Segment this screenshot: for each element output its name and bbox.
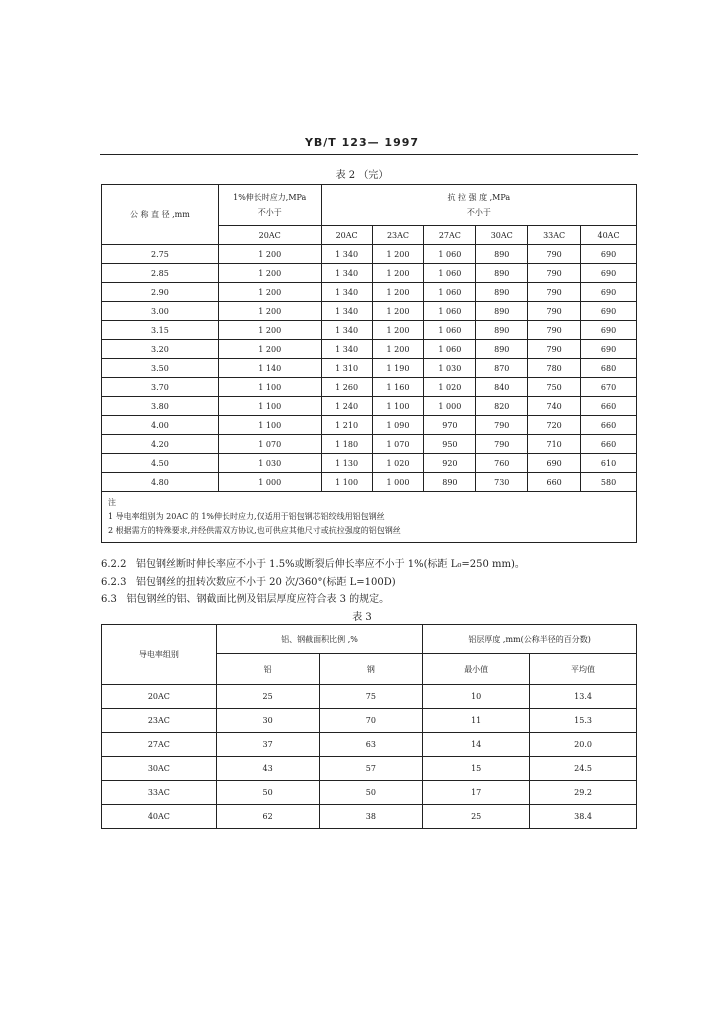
header-ratio: 铝、钢截面积比例 ,% <box>216 625 423 654</box>
table-cell: 610 <box>581 454 637 473</box>
paragraph-6-2-2 <box>101 555 525 570</box>
table-cell: 680 <box>581 359 637 378</box>
table-cell: 1 060 <box>424 245 476 264</box>
column-subheader: 平均值 <box>530 654 637 685</box>
table2 <box>101 184 637 543</box>
table-cell: 970 <box>424 416 476 435</box>
column-subheader: 30AC <box>476 226 528 245</box>
column-subheader: 27AC <box>424 226 476 245</box>
table-cell: 1 100 <box>321 473 372 492</box>
table-cell: 2.85 <box>102 264 219 283</box>
table-row <box>102 416 637 435</box>
table-cell: 4.50 <box>102 454 219 473</box>
table-cell: 1 160 <box>372 378 424 397</box>
table-cell: 690 <box>581 321 637 340</box>
table-cell: 23AC <box>102 709 217 733</box>
table-row <box>102 781 637 805</box>
table-cell: 1 200 <box>218 321 321 340</box>
table-cell: 790 <box>528 340 581 359</box>
table-cell: 790 <box>528 321 581 340</box>
table-cell: 1 060 <box>424 321 476 340</box>
table-cell: 760 <box>476 454 528 473</box>
table2-notes <box>102 492 637 543</box>
table-cell: 690 <box>581 245 637 264</box>
table-cell: 1 070 <box>218 435 321 454</box>
table-cell: 3.20 <box>102 340 219 359</box>
table-cell: 870 <box>476 359 528 378</box>
table-row <box>102 340 637 359</box>
table-cell: 1 000 <box>372 473 424 492</box>
table-cell: 690 <box>581 264 637 283</box>
table-cell: 70 <box>319 709 423 733</box>
table-cell: 75 <box>319 685 423 709</box>
note-item: 1 导电率组别为 20AC 的 1%伸长时应力,仅适用于铝包钢芯铝绞线用铝包钢丝 <box>108 512 385 521</box>
table-row <box>102 302 637 321</box>
header-stress-line2: 不小于 <box>257 208 282 217</box>
document-header: YB/T 123— 1997 <box>304 136 420 149</box>
table-cell: 1 020 <box>424 378 476 397</box>
table-cell: 40AC <box>102 805 217 829</box>
table-cell: 3.80 <box>102 397 219 416</box>
table-cell: 3.00 <box>102 302 219 321</box>
table-cell: 1 200 <box>372 321 424 340</box>
table-cell: 1 060 <box>424 283 476 302</box>
table-row <box>102 435 637 454</box>
table-cell: 1 130 <box>321 454 372 473</box>
table-cell: 38.4 <box>530 805 637 829</box>
table-cell: 38 <box>319 805 423 829</box>
table-row <box>102 378 637 397</box>
table-cell: 13.4 <box>530 685 637 709</box>
table-cell: 1 200 <box>372 245 424 264</box>
table-cell: 4.80 <box>102 473 219 492</box>
table-cell: 890 <box>476 264 528 283</box>
table-cell: 1 070 <box>372 435 424 454</box>
table-row <box>102 454 637 473</box>
table-cell: 1 240 <box>321 397 372 416</box>
column-subheader: 33AC <box>528 226 581 245</box>
table-cell: 1 030 <box>424 359 476 378</box>
table-cell: 1 100 <box>372 397 424 416</box>
table-cell: 720 <box>528 416 581 435</box>
table-cell: 660 <box>581 416 637 435</box>
table-cell: 1 200 <box>372 302 424 321</box>
table-cell: 30AC <box>102 757 217 781</box>
table-cell: 29.2 <box>530 781 637 805</box>
table-cell: 890 <box>476 302 528 321</box>
table-cell: 1 060 <box>424 264 476 283</box>
paragraph-number: 6.2.2 <box>101 559 127 570</box>
table-cell: 1 340 <box>321 283 372 302</box>
table-cell: 690 <box>581 302 637 321</box>
table-cell: 580 <box>581 473 637 492</box>
table-cell: 1 340 <box>321 340 372 359</box>
table-row <box>102 805 637 829</box>
table-cell: 890 <box>424 473 476 492</box>
table-row <box>102 685 637 709</box>
table-cell: 1 200 <box>218 245 321 264</box>
table-cell: 730 <box>476 473 528 492</box>
table-cell: 2.90 <box>102 283 219 302</box>
header-tensile <box>321 185 636 226</box>
table-cell: 20AC <box>102 685 217 709</box>
table-cell: 1 200 <box>372 340 424 359</box>
table-cell: 1 260 <box>321 378 372 397</box>
table-cell: 690 <box>581 340 637 359</box>
column-subheader: 钢 <box>319 654 423 685</box>
header-thickness: 铝层厚度 ,mm(公称半径的百分数) <box>423 625 637 654</box>
header-tensile-line1: 抗 拉 强 度 ,MPa <box>447 193 511 202</box>
table-cell: 1 090 <box>372 416 424 435</box>
table-cell: 840 <box>476 378 528 397</box>
table-cell: 1 200 <box>372 264 424 283</box>
column-subheader: 23AC <box>372 226 424 245</box>
table-row <box>102 709 637 733</box>
table-row <box>102 321 637 340</box>
table-cell: 660 <box>581 435 637 454</box>
table-cell: 1 000 <box>218 473 321 492</box>
header-diameter: 公 称 直 径 ,mm <box>102 185 219 245</box>
table-cell: 50 <box>216 781 319 805</box>
table-cell: 1 210 <box>321 416 372 435</box>
table2-title: 表 2 （完） <box>335 170 389 181</box>
table3 <box>101 624 637 829</box>
note-heading: 注 <box>108 498 116 507</box>
paragraph-text: 铝包钢丝的铝、钢截面比例及铝层厚度应符合表 3 的规定。 <box>126 594 390 605</box>
table-cell: 57 <box>319 757 423 781</box>
table-cell: 1 060 <box>424 340 476 359</box>
table-cell: 50 <box>319 781 423 805</box>
table-cell: 33AC <box>102 781 217 805</box>
table-cell: 690 <box>581 283 637 302</box>
table-cell: 660 <box>528 473 581 492</box>
column-subheader: 40AC <box>581 226 637 245</box>
table-cell: 890 <box>476 321 528 340</box>
table-cell: 20.0 <box>530 733 637 757</box>
table-cell: 660 <box>581 397 637 416</box>
table-cell: 1 060 <box>424 302 476 321</box>
table-cell: 17 <box>423 781 530 805</box>
table-cell: 1 140 <box>218 359 321 378</box>
table-cell: 1 020 <box>372 454 424 473</box>
table-cell: 11 <box>423 709 530 733</box>
table-cell: 27AC <box>102 733 217 757</box>
table-cell: 1 340 <box>321 245 372 264</box>
table-cell: 820 <box>476 397 528 416</box>
table-cell: 25 <box>423 805 530 829</box>
column-subheader: 20AC <box>218 226 321 245</box>
column-subheader: 最小值 <box>423 654 530 685</box>
table-cell: 750 <box>528 378 581 397</box>
table-cell: 1 100 <box>218 416 321 435</box>
table-cell: 780 <box>528 359 581 378</box>
table-cell: 1 000 <box>424 397 476 416</box>
table-cell: 1 200 <box>372 283 424 302</box>
table-cell: 3.50 <box>102 359 219 378</box>
table-cell: 1 030 <box>218 454 321 473</box>
table-cell: 30 <box>216 709 319 733</box>
header-group: 导电率组别 <box>102 625 217 685</box>
header-stress <box>218 185 321 226</box>
paragraph-number: 6.2.3 <box>101 577 127 588</box>
table-cell: 1 200 <box>218 264 321 283</box>
table-row <box>102 757 637 781</box>
table-row <box>102 359 637 378</box>
table-cell: 37 <box>216 733 319 757</box>
table-row <box>102 245 637 264</box>
header-tensile-line2: 不小于 <box>466 208 491 217</box>
table-cell: 920 <box>424 454 476 473</box>
table-row <box>102 264 637 283</box>
table-cell: 1 200 <box>218 283 321 302</box>
table-row <box>102 473 637 492</box>
table-cell: 890 <box>476 283 528 302</box>
table-cell: 1 340 <box>321 321 372 340</box>
paragraph-text: 铝包钢丝断时伸长率应不小于 1.5%或断裂后伸长率应不小于 1%(标距 L₀=250 mm)。 <box>136 559 525 570</box>
table-cell: 3.15 <box>102 321 219 340</box>
table-cell: 3.70 <box>102 378 219 397</box>
table-cell: 4.00 <box>102 416 219 435</box>
column-subheader: 铝 <box>216 654 319 685</box>
table-cell: 950 <box>424 435 476 454</box>
table3-title: 表 3 <box>352 612 372 623</box>
table-cell: 1 100 <box>218 397 321 416</box>
table-cell: 890 <box>476 340 528 359</box>
table-cell: 14 <box>423 733 530 757</box>
table-cell: 790 <box>476 416 528 435</box>
table-cell: 10 <box>423 685 530 709</box>
table-cell: 25 <box>216 685 319 709</box>
table-row <box>102 283 637 302</box>
paragraph-6-3 <box>101 590 389 605</box>
table-cell: 790 <box>528 283 581 302</box>
table-cell: 790 <box>528 302 581 321</box>
table-row <box>102 397 637 416</box>
table-cell: 710 <box>528 435 581 454</box>
table-cell: 1 310 <box>321 359 372 378</box>
table-cell: 62 <box>216 805 319 829</box>
table-cell: 890 <box>476 245 528 264</box>
table-row <box>102 733 637 757</box>
table-cell: 1 100 <box>218 378 321 397</box>
table-cell: 43 <box>216 757 319 781</box>
column-subheader: 20AC <box>321 226 372 245</box>
table-cell: 1 180 <box>321 435 372 454</box>
table-cell: 2.75 <box>102 245 219 264</box>
table-cell: 24.5 <box>530 757 637 781</box>
paragraph-number: 6.3 <box>101 594 117 605</box>
header-stress-line1: 1%伸长时应力,MPa <box>233 193 307 202</box>
table-cell: 670 <box>581 378 637 397</box>
paragraph-text: 铝包钢丝的扭转次数应不小于 20 次/360°(标距 L=100D) <box>136 577 396 588</box>
table-cell: 1 190 <box>372 359 424 378</box>
table-cell: 790 <box>528 264 581 283</box>
table-cell: 4.20 <box>102 435 219 454</box>
table-cell: 1 200 <box>218 302 321 321</box>
table-cell: 63 <box>319 733 423 757</box>
note-item: 2 根据需方的特殊要求,并经供需双方协议,也可供应其他尺寸或抗拉强度的铝包钢丝 <box>108 526 401 535</box>
table-cell: 790 <box>476 435 528 454</box>
table-cell: 1 340 <box>321 264 372 283</box>
table-cell: 740 <box>528 397 581 416</box>
header-divider <box>100 154 638 155</box>
table-cell: 1 340 <box>321 302 372 321</box>
table-cell: 690 <box>528 454 581 473</box>
table-cell: 15 <box>423 757 530 781</box>
table-cell: 15.3 <box>530 709 637 733</box>
paragraph-6-2-3 <box>101 573 396 588</box>
table-cell: 790 <box>528 245 581 264</box>
table-cell: 1 200 <box>218 340 321 359</box>
